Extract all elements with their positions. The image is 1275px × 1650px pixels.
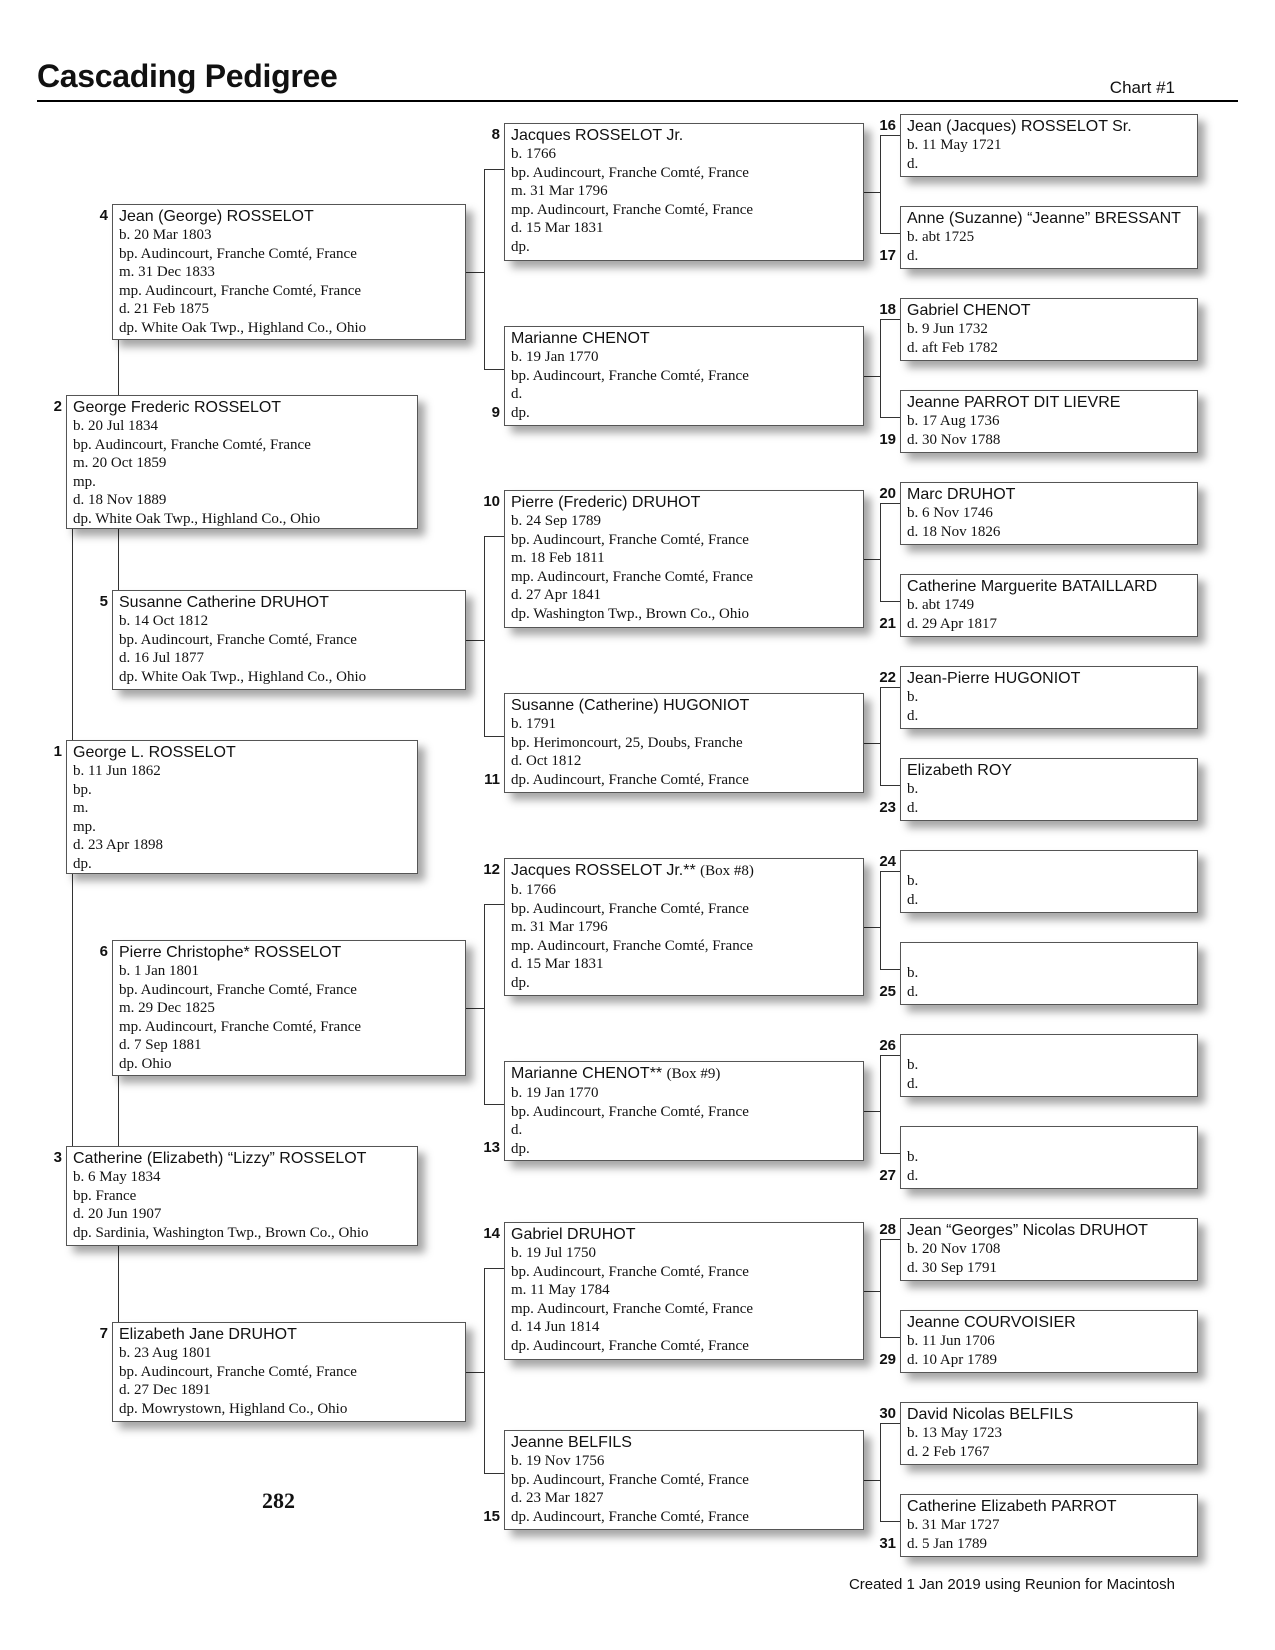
connector-line xyxy=(864,927,880,928)
person-name xyxy=(511,861,857,881)
created-footer: Created 1 Jan 2019 using Reunion for Macintosh xyxy=(848,1576,1175,1593)
connector-line xyxy=(880,503,900,504)
person-detail-line: mp. Audincourt, Franche Comté, France xyxy=(511,568,754,585)
person-detail-line: d. 27 Apr 1841 xyxy=(511,587,601,604)
person-detail-line: b. 17 Aug 1736 xyxy=(907,413,1000,429)
connector-line xyxy=(880,687,900,688)
person-box-14[interactable] xyxy=(504,1222,864,1360)
connector-line xyxy=(72,874,73,1146)
person-detail-line: d. 16 Jul 1877 xyxy=(119,650,205,667)
person-detail-line: mp. Audincourt, Franche Comté, France xyxy=(119,1018,362,1035)
connector-line xyxy=(880,1055,881,1153)
person-detail-line: bp. xyxy=(73,781,92,798)
person-name xyxy=(511,493,857,512)
connector-line xyxy=(864,192,880,193)
ahnentafel-number: 21 xyxy=(879,615,896,632)
person-name xyxy=(907,209,1191,228)
connector-line xyxy=(880,135,881,233)
person-detail-line: bp. Audincourt, Franche Comté, France xyxy=(511,1471,749,1488)
person-detail-line: b. 19 Nov 1756 xyxy=(511,1453,605,1469)
person-box-27[interactable] xyxy=(900,1126,1198,1189)
person-detail-line: mp. Audincourt, Franche Comté, France xyxy=(119,282,362,299)
connector-line xyxy=(484,904,504,905)
person-box-29[interactable] xyxy=(900,1310,1198,1373)
person-detail-line: mp. xyxy=(73,473,96,490)
person-detail-line: d. xyxy=(907,247,919,264)
connector-line xyxy=(864,376,880,377)
ahnentafel-number: 25 xyxy=(879,983,896,1000)
person-detail-line: d. xyxy=(511,1122,523,1139)
person-detail-line: d. 30 Sep 1791 xyxy=(907,1259,997,1276)
person-name xyxy=(511,1225,857,1244)
person-name-text: Elizabeth Jane DRUHOT xyxy=(119,1326,297,1343)
person-name-text: Jean (Jacques) ROSSELOT Sr. xyxy=(907,118,1132,135)
person-detail-line: b. 19 Jan 1770 xyxy=(511,349,599,365)
person-detail-line: b. 20 Jul 1834 xyxy=(73,418,159,434)
person-detail-line: b. 1791 xyxy=(511,716,556,732)
person-detail-line: b. 24 Sep 1789 xyxy=(511,513,601,529)
connector-line xyxy=(118,340,119,395)
person-name xyxy=(907,1129,1191,1148)
person-box-28[interactable] xyxy=(900,1218,1198,1281)
connector-line xyxy=(880,687,881,785)
ahnentafel-number: 26 xyxy=(879,1037,896,1054)
connector-line xyxy=(484,369,504,370)
ahnentafel-number: 30 xyxy=(879,1405,896,1422)
person-name-text: Jacques ROSSELOT Jr.** xyxy=(511,862,696,879)
person-name-text: Susanne Catherine DRUHOT xyxy=(119,594,329,611)
connector-line xyxy=(880,135,900,136)
person-detail-line: b. abt 1725 xyxy=(907,229,975,245)
connector-line xyxy=(880,871,900,872)
person-detail-line: d. 27 Dec 1891 xyxy=(119,1382,211,1399)
connector-line xyxy=(484,536,485,736)
person-box-25[interactable] xyxy=(900,942,1198,1005)
person-detail-line: bp. Audincourt, Franche Comté, France xyxy=(511,367,749,384)
person-detail-line: dp. Audincourt, Franche Comté, France xyxy=(511,1508,749,1525)
person-name xyxy=(119,593,459,612)
connector-line xyxy=(880,1239,900,1240)
person-name xyxy=(907,1497,1191,1516)
person-detail-line: d. 10 Apr 1789 xyxy=(907,1351,997,1368)
person-detail-line: m. 29 Dec 1825 xyxy=(119,1000,215,1017)
person-name-text: David Nicolas BELFILS xyxy=(907,1406,1074,1423)
ahnentafel-number: 22 xyxy=(879,669,896,686)
person-box-21[interactable] xyxy=(900,574,1198,637)
connector-line xyxy=(466,1008,484,1009)
person-name-text: George L. ROSSELOT xyxy=(73,744,236,761)
person-detail-line: dp. Audincourt, Franche Comté, France xyxy=(511,1337,749,1354)
person-name-text: Jean “Georges” Nicolas DRUHOT xyxy=(907,1222,1148,1239)
ahnentafel-number: 20 xyxy=(879,485,896,502)
connector-line xyxy=(864,1291,880,1292)
person-detail-line: dp. White Oak Twp., Highland Co., Ohio xyxy=(119,668,367,685)
person-box-8[interactable] xyxy=(504,123,864,261)
person-detail-line: dp. xyxy=(511,974,530,991)
person-detail-line: m. xyxy=(73,800,89,817)
ahnentafel-number: 31 xyxy=(879,1535,896,1552)
connector-line xyxy=(72,529,73,740)
person-name-text: Marianne CHENOT xyxy=(511,330,650,347)
connector-line xyxy=(880,871,881,969)
connector-line xyxy=(466,272,484,273)
connector-line xyxy=(864,1480,880,1481)
person-detail-line: bp. Audincourt, Franche Comté, France xyxy=(511,1103,749,1120)
ahnentafel-number: 27 xyxy=(879,1167,896,1184)
ahnentafel-number: 2 xyxy=(53,398,62,415)
person-name xyxy=(511,1433,857,1452)
person-detail-line: d. 30 Nov 1788 xyxy=(907,431,1001,448)
person-detail-line: b. 6 Nov 1746 xyxy=(907,505,993,521)
person-detail-line: b. xyxy=(907,873,919,889)
person-name-text: Jean (George) ROSSELOT xyxy=(119,208,314,225)
connector-line xyxy=(864,559,880,560)
person-box-30[interactable] xyxy=(900,1402,1198,1465)
person-box-17[interactable] xyxy=(900,206,1198,269)
person-detail-line: d. xyxy=(907,707,919,724)
person-name-text: Jeanne PARROT DIT LIEVRE xyxy=(907,394,1121,411)
person-detail-line: mp. xyxy=(73,818,96,835)
connector-line xyxy=(880,233,900,234)
connector-line xyxy=(880,1239,881,1337)
person-name-text: Jacques ROSSELOT Jr. xyxy=(511,127,684,144)
connector-line xyxy=(880,1337,900,1338)
person-box-5[interactable] xyxy=(112,590,466,690)
ahnentafel-number: 7 xyxy=(99,1325,108,1342)
person-name xyxy=(907,301,1191,320)
person-detail-line: b. 14 Oct 1812 xyxy=(119,613,209,629)
connector-line xyxy=(118,529,119,590)
person-detail-line: d. 23 Apr 1898 xyxy=(73,837,163,854)
person-detail-line: d. 14 Jun 1814 xyxy=(511,1319,600,1336)
ahnentafel-number: 8 xyxy=(491,126,500,143)
person-detail-line: b. 11 May 1721 xyxy=(907,137,1002,153)
connector-line xyxy=(484,536,504,537)
person-detail-line: d. 2 Feb 1767 xyxy=(907,1443,990,1460)
person-detail-line: b. 13 May 1723 xyxy=(907,1425,1002,1441)
person-detail-line: dp. xyxy=(511,1140,530,1157)
person-detail-line: d. 5 Jan 1789 xyxy=(907,1535,987,1552)
person-detail-line: d. 15 Mar 1831 xyxy=(511,220,604,237)
person-detail-line: d. xyxy=(907,891,919,908)
connector-line xyxy=(880,1521,900,1522)
person-detail-line: mp. Audincourt, Franche Comté, France xyxy=(511,1300,754,1317)
connector-line xyxy=(864,1111,880,1112)
person-detail-line: d. xyxy=(907,155,919,172)
person-box-26[interactable] xyxy=(900,1034,1198,1097)
person-detail-line: dp. White Oak Twp., Highland Co., Ohio xyxy=(73,510,321,527)
ahnentafel-number: 11 xyxy=(484,771,500,788)
person-detail-line: b. xyxy=(907,1149,919,1165)
person-detail-line: dp. Washington Twp., Brown Co., Ohio xyxy=(511,605,750,622)
person-name xyxy=(907,853,1191,872)
connector-line xyxy=(880,969,900,970)
person-name xyxy=(907,117,1191,136)
person-detail-line: bp. Audincourt, Franche Comté, France xyxy=(511,1263,749,1280)
person-detail-line: b. 11 Jun 1862 xyxy=(73,763,161,779)
person-detail-line: m. 31 Mar 1796 xyxy=(511,919,608,936)
person-box-3[interactable] xyxy=(66,1146,418,1246)
person-detail-line: b. 11 Jun 1706 xyxy=(907,1333,995,1349)
ahnentafel-number: 6 xyxy=(99,943,108,960)
person-detail-line: b. 31 Mar 1727 xyxy=(907,1517,1000,1533)
person-name-text: Catherine Elizabeth PARROT xyxy=(907,1498,1117,1515)
person-detail-line: d. xyxy=(511,386,523,403)
person-name xyxy=(119,207,459,226)
ahnentafel-number: 12 xyxy=(483,861,500,878)
connector-line xyxy=(864,743,880,744)
person-name xyxy=(907,669,1191,688)
person-detail-line: d. xyxy=(907,1075,919,1092)
person-detail-line: mp. Audincourt, Franche Comté, France xyxy=(511,937,754,954)
ahnentafel-number: 3 xyxy=(53,1149,62,1166)
person-box-16[interactable] xyxy=(900,114,1198,177)
connector-line xyxy=(484,1268,504,1269)
chart-number: Chart #1 xyxy=(1109,78,1175,97)
person-detail-line: d. 7 Sep 1881 xyxy=(119,1037,202,1054)
person-detail-line: dp. xyxy=(73,855,92,872)
person-name-text: Pierre Christophe* ROSSELOT xyxy=(119,944,342,961)
person-detail-line: dp. White Oak Twp., Highland Co., Ohio xyxy=(119,319,367,336)
person-box-20[interactable] xyxy=(900,482,1198,545)
connector-line xyxy=(880,601,900,602)
person-detail-line: d. aft Feb 1782 xyxy=(907,339,998,356)
connector-line xyxy=(484,1104,504,1105)
connector-line xyxy=(466,1372,484,1373)
person-box-31[interactable] xyxy=(900,1494,1198,1557)
person-detail-line: dp. Ohio xyxy=(119,1055,172,1072)
person-detail-line: d. 23 Mar 1827 xyxy=(511,1490,604,1507)
ahnentafel-number: 1 xyxy=(53,743,62,760)
person-name xyxy=(511,696,857,715)
person-detail-line: b. 1766 xyxy=(511,882,556,898)
person-detail-line: bp. Audincourt, Franche Comté, France xyxy=(119,981,357,998)
person-detail-line: bp. Herimoncourt, 25, Doubs, Franche xyxy=(511,734,743,751)
person-detail-line: d. 29 Apr 1817 xyxy=(907,615,997,632)
person-detail-line: bp. Audincourt, Franche Comté, France xyxy=(511,164,749,181)
person-name xyxy=(511,1064,857,1084)
connector-line xyxy=(880,1055,900,1056)
person-name-text: Elizabeth ROY xyxy=(907,762,1012,779)
person-box-4[interactable] xyxy=(112,204,466,340)
person-name-text: Jeanne COURVOISIER xyxy=(907,1314,1076,1331)
person-detail-line: b. 9 Jun 1732 xyxy=(907,321,988,337)
connector-line xyxy=(484,736,504,737)
person-box-24[interactable] xyxy=(900,850,1198,913)
person-detail-line: bp. Audincourt, Franche Comté, France xyxy=(511,900,749,917)
person-detail-line: d. 18 Nov 1826 xyxy=(907,523,1001,540)
person-detail-line: d. 18 Nov 1889 xyxy=(73,492,167,509)
ahnentafel-number: 28 xyxy=(879,1221,896,1238)
ahnentafel-number: 5 xyxy=(99,593,108,610)
ahnentafel-number: 4 xyxy=(99,207,108,224)
person-detail-line: b. 6 May 1834 xyxy=(73,1169,161,1185)
connector-line xyxy=(880,503,881,601)
person-detail-line: d. xyxy=(907,799,919,816)
person-name xyxy=(907,1221,1191,1240)
person-name-text: Gabriel CHENOT xyxy=(907,302,1031,319)
person-detail-line: bp. Audincourt, Franche Comté, France xyxy=(119,631,357,648)
person-detail-line: dp. Sardinia, Washington Twp., Brown Co., Ohio xyxy=(73,1224,369,1241)
person-detail-line: d. 21 Feb 1875 xyxy=(119,301,209,318)
ahnentafel-number: 17 xyxy=(879,247,896,264)
person-detail-line: b. xyxy=(907,781,919,797)
person-name-text: George Frederic ROSSELOT xyxy=(73,399,282,416)
person-name-text: Susanne (Catherine) HUGONIOT xyxy=(511,697,750,714)
person-detail-line: bp. Audincourt, Franche Comté, France xyxy=(73,436,311,453)
person-name-text: Catherine Marguerite BATAILLARD xyxy=(907,578,1158,595)
person-name xyxy=(907,945,1191,964)
person-name-text: Anne (Suzanne) “Jeanne” BRESSANT xyxy=(907,210,1181,227)
person-box-23[interactable] xyxy=(900,758,1198,821)
connector-line xyxy=(484,904,485,1104)
connector-line xyxy=(484,1268,485,1473)
person-name-text: Gabriel DRUHOT xyxy=(511,1226,636,1243)
person-detail-line: b. xyxy=(907,1057,919,1073)
person-box-7[interactable] xyxy=(112,1322,466,1422)
ahnentafel-number: 10 xyxy=(483,493,500,510)
person-name xyxy=(73,1149,411,1168)
person-detail-line: m. 31 Mar 1796 xyxy=(511,183,608,200)
person-name xyxy=(119,1325,459,1344)
person-name xyxy=(907,485,1191,504)
person-detail-line: m. 20 Oct 1859 xyxy=(73,455,167,472)
person-detail-line: m. 11 May 1784 xyxy=(511,1282,610,1299)
person-name-text: Jean-Pierre HUGONIOT xyxy=(907,670,1081,687)
person-box-9[interactable] xyxy=(504,326,864,426)
person-name xyxy=(511,126,857,145)
person-box-12[interactable] xyxy=(504,858,864,996)
person-detail-line: b. 20 Mar 1803 xyxy=(119,227,212,243)
connector-line xyxy=(880,319,881,417)
person-detail-line: dp. Mowrystown, Highland Co., Ohio xyxy=(119,1400,348,1417)
connector-line xyxy=(880,1423,900,1424)
ahnentafel-number: 16 xyxy=(879,117,896,134)
person-detail-line: bp. France xyxy=(73,1187,137,1204)
person-detail-line: b. 23 Aug 1801 xyxy=(119,1345,212,1361)
person-box-10[interactable] xyxy=(504,490,864,628)
ahnentafel-number: 15 xyxy=(483,1508,500,1525)
person-name xyxy=(907,393,1191,412)
person-detail-line: b. 19 Jan 1770 xyxy=(511,1085,599,1101)
person-box-6[interactable] xyxy=(112,940,466,1076)
connector-line xyxy=(484,169,485,369)
person-detail-line: b. 1766 xyxy=(511,146,556,162)
connector-line xyxy=(118,1076,119,1146)
person-name xyxy=(907,1313,1191,1332)
box-reference: (Box #8) xyxy=(700,863,754,879)
page-title: Cascading Pedigree xyxy=(37,58,338,94)
person-box-13[interactable] xyxy=(504,1061,864,1161)
person-name-text: Jeanne BELFILS xyxy=(511,1434,632,1451)
person-detail-line: mp. Audincourt, Franche Comté, France xyxy=(511,201,754,218)
ahnentafel-number: 24 xyxy=(879,853,896,870)
person-detail-line: bp. Audincourt, Franche Comté, France xyxy=(119,1363,357,1380)
person-name xyxy=(907,1405,1191,1424)
box-reference: (Box #9) xyxy=(666,1066,721,1082)
connector-line xyxy=(466,640,484,641)
person-name-text: Marc DRUHOT xyxy=(907,486,1016,503)
person-box-19[interactable] xyxy=(900,390,1198,453)
person-detail-line: b. 19 Jul 1750 xyxy=(511,1245,597,1261)
person-detail-line: d. xyxy=(907,1167,919,1184)
person-detail-line: b. 20 Nov 1708 xyxy=(907,1241,1001,1257)
person-box-1[interactable] xyxy=(66,740,418,874)
connector-line xyxy=(880,319,900,320)
person-name xyxy=(73,743,411,762)
person-detail-line: b. 1 Jan 1801 xyxy=(119,963,199,979)
connector-line xyxy=(484,169,504,170)
connector-line xyxy=(880,1153,900,1154)
person-name xyxy=(907,1037,1191,1056)
ahnentafel-number: 9 xyxy=(491,404,500,421)
person-detail-line: d. 20 Jun 1907 xyxy=(73,1206,162,1223)
ahnentafel-number: 13 xyxy=(483,1139,500,1156)
person-box-2[interactable] xyxy=(66,395,418,529)
person-name-text: Pierre (Frederic) DRUHOT xyxy=(511,494,701,511)
person-detail-line: m. 31 Dec 1833 xyxy=(119,264,215,281)
person-detail-line: b. abt 1749 xyxy=(907,597,975,613)
person-detail-line: dp. xyxy=(511,238,530,255)
person-detail-line: bp. Audincourt, Franche Comté, France xyxy=(511,531,749,548)
page-number: 282 xyxy=(262,1488,295,1513)
connector-line xyxy=(880,1423,881,1521)
person-detail-line: dp. Audincourt, Franche Comté, France xyxy=(511,771,749,788)
person-detail-line: b. xyxy=(907,965,919,981)
person-name xyxy=(119,943,459,962)
connector-line xyxy=(880,417,900,418)
person-name xyxy=(907,577,1191,596)
ahnentafel-number: 23 xyxy=(879,799,896,816)
person-box-18[interactable] xyxy=(900,298,1198,361)
title-rule xyxy=(37,100,1238,102)
person-detail-line: d. Oct 1812 xyxy=(511,753,582,770)
person-detail-line: bp. Audincourt, Franche Comté, France xyxy=(119,245,357,262)
connector-line xyxy=(880,785,900,786)
ahnentafel-number: 29 xyxy=(879,1351,896,1368)
person-detail-line: d. 15 Mar 1831 xyxy=(511,956,604,973)
person-box-15[interactable] xyxy=(504,1430,864,1530)
person-name-text: Marianne CHENOT** xyxy=(511,1065,663,1082)
person-detail-line: d. xyxy=(907,983,919,1000)
connector-line xyxy=(118,1246,119,1322)
person-name xyxy=(511,329,857,348)
person-name xyxy=(73,398,411,417)
person-detail-line: b. xyxy=(907,689,919,705)
person-name-text: Catherine (Elizabeth) “Lizzy” ROSSELOT xyxy=(73,1150,367,1167)
ahnentafel-number: 19 xyxy=(879,431,896,448)
person-box-11[interactable] xyxy=(504,693,864,793)
connector-line xyxy=(484,1473,504,1474)
ahnentafel-number: 14 xyxy=(483,1225,500,1242)
person-detail-line: m. 18 Feb 1811 xyxy=(511,550,605,567)
person-box-22[interactable] xyxy=(900,666,1198,729)
person-detail-line: dp. xyxy=(511,404,530,421)
ahnentafel-number: 18 xyxy=(879,301,896,318)
person-name xyxy=(907,761,1191,780)
